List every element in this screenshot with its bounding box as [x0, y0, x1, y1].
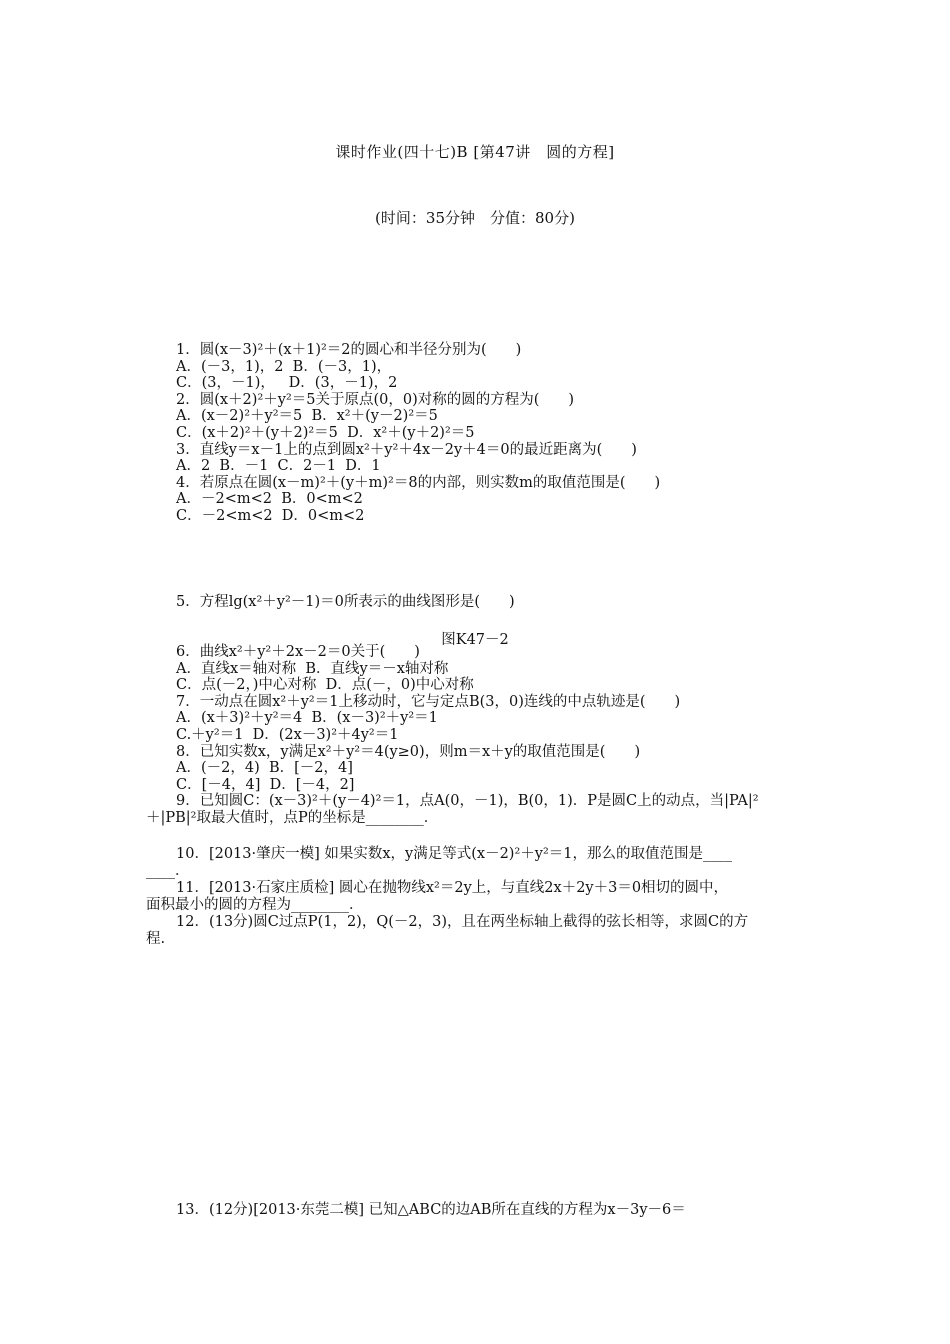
question-line: 4．若原点在圆(x－m)²＋(y＋m)²＝8的内部，则实数m的取值范围是( ): [176, 474, 661, 491]
option-line: C．(x＋2)²＋(y＋2)²＝5 D．x²＋(y＋2)²＝5: [176, 424, 475, 441]
question-line: ____．: [146, 863, 190, 879]
option-line: C．－2<m<2 D．0<m<2: [176, 507, 365, 524]
question-line: 12．(13分)圆C过点P(1，2)，Q(－2，3)，且在两坐标轴上截得的弦长相等，求圆C的方: [176, 914, 749, 930]
option-line: A．(－3，1)，2 B．(－3，1)，: [176, 358, 392, 375]
figure-caption: 图K47－2: [441, 632, 509, 648]
questions-10-12: [146, 846, 816, 948]
option-line: C．(3，－1)， D．(3，－1)，2: [176, 375, 398, 392]
question-line: 2．圆(x＋2)²＋y²＝5关于原点(0，0)对称的圆的方程为( ): [176, 391, 575, 408]
question-line: 9．已知圆C：(x－3)²＋(y－4)²＝1，点A(0，－1)，B(0，1)．P是圆C上的动点，当|PA|²: [176, 793, 759, 810]
question-line: 3．直线y＝x－1上的点到圆x²＋y²＋4x－2y＋4＝0的最近距离为( ): [176, 441, 637, 458]
option-line: C．[－4，4] D．[－4，2]: [176, 776, 355, 793]
time-score-info: (时间：35分钟 分值：80分): [375, 209, 575, 227]
option-line: A．2 B．－1 C．2－1 D．1: [176, 458, 381, 475]
question-line: 6．曲线x²＋y²＋2x－2＝0关于( ): [176, 644, 420, 660]
page-title: 课时作业(四十七)B [第47讲 圆的方程]: [335, 143, 615, 161]
question-line: 11．[2013·石家庄质检] 圆心在抛物线x²＝2y上，与直线2x＋2y＋3＝0相切的圆中，: [176, 880, 729, 896]
question-5: [176, 594, 812, 611]
option-line: A．直线x＝轴对称 B．直线y＝－x轴对称: [176, 660, 449, 677]
question-line: 10．[2013·肇庆一模] 如果实数x，y满足等式(x－2)²＋y²＝1，那么的取值范围是____: [176, 846, 733, 862]
option-line: C.＋y²＝1 D．(2x－3)²＋4y²＝1: [176, 726, 399, 743]
questions-1-4: [176, 342, 812, 525]
questions-6-9: [146, 644, 812, 827]
question-line: 5．方程lg(x²＋y²－1)＝0所表示的曲线图形是( ): [176, 594, 515, 610]
question-line: 面积最小的圆的方程为________．: [146, 897, 364, 913]
question-13: 13．(12分)[2013·东莞二模] 已知△ABC的边AB所在直线的方程为x－3y－6＝: [176, 1202, 686, 1218]
question-line: 7．一动点在圆x²＋y²＝1上移动时，它与定点B(3，0)连线的中点轨迹是( ): [176, 693, 681, 710]
question-line: 8．已知实数x，y满足x²＋y²＝4(y≥0)，则m＝x＋y的取值范围是( ): [176, 743, 641, 760]
question-line: 程.: [146, 931, 166, 947]
option-line: A．(－2，4) B．[－2，4]: [176, 760, 353, 777]
option-line: A．(x－2)²＋y²＝5 B．x²＋(y－2)²＝5: [176, 408, 438, 425]
option-line: A．－2<m<2 B．0<m<2: [176, 491, 363, 508]
option-line: C．点(－2，)中心对称 D．点(－，0)中心对称: [176, 677, 474, 694]
question-line: 1．圆(x－3)²＋(x＋1)²＝2的圆心和半径分别为( ): [176, 342, 522, 358]
question-line: ＋|PB|²取最大值时，点P的坐标是________．: [146, 809, 439, 826]
option-line: A．(x＋3)²＋y²＝4 B．(x－3)²＋y²＝1: [176, 710, 438, 727]
